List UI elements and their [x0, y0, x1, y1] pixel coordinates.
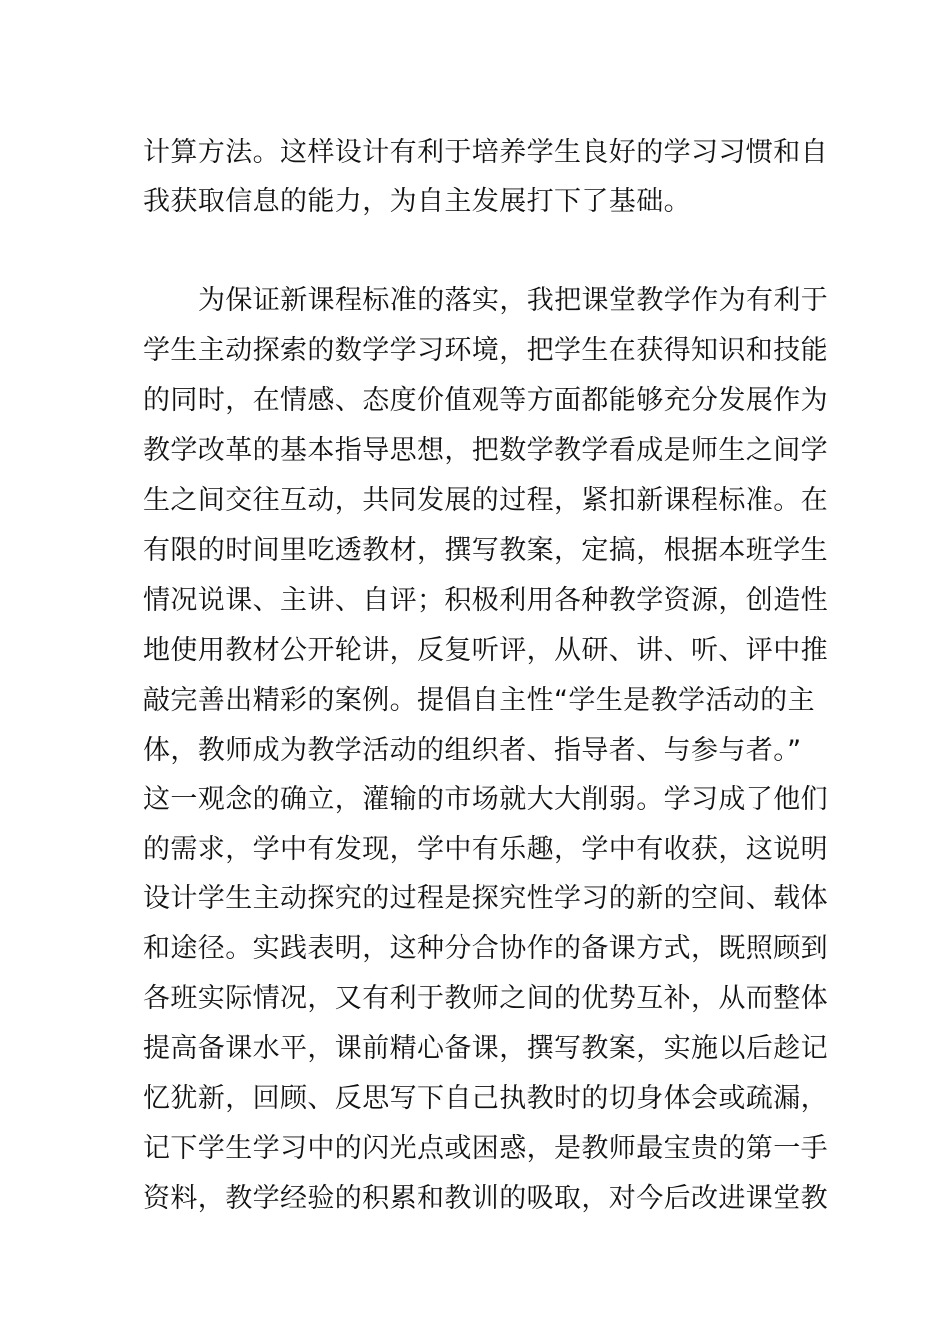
paragraph-2-line-15: 各班实际情况，又有利于教师之间的优势互补，从而整体	[143, 983, 828, 1014]
paragraph-2-line-1: 为保证新课程标准的落实，我把课堂教学作为有利于	[198, 285, 829, 316]
paragraph-2-line-13: 设计学生主动探究的过程是探究性学习的新的空间、载体	[143, 883, 828, 914]
paragraph-2-line-4: 教学改革的基本指导思想，把数学教学看成是师生之间学	[143, 435, 828, 466]
paragraph-2-line-12: 的需求，学中有发现，学中有乐趣，学中有收获，这说明	[143, 834, 828, 865]
paragraph-2-line-19: 资料，教学经验的积累和教训的吸取，对今后改进课堂教	[143, 1183, 828, 1214]
paragraph-2-line-14: 和途径。实践表明，这种分合协作的备课方式，既照顾到	[143, 933, 828, 964]
paragraph-2-line-3: 的同时，在情感、态度价值观等方面都能够充分发展作为	[143, 385, 828, 416]
paragraph-2-line-5: 生之间交往互动，共同发展的过程，紧扣新课程标准。在	[143, 485, 828, 516]
paragraph-2-line-8: 地使用教材公开轮讲，反复听评，从研、讲、听、评中推	[143, 635, 828, 666]
paragraph-2-line-7: 情况说课、主讲、自评；积极利用各种教学资源，创造性	[143, 585, 828, 616]
paragraph-2-line-18: 记下学生学习中的闪光点或困惑，是教师最宝贵的第一手	[143, 1133, 828, 1164]
paragraph-1-line-1: 计算方法。这样设计有利于培养学生良好的学习习惯和自	[143, 137, 828, 168]
paragraph-2-line-11: 这一观念的确立，灌输的市场就大大削弱。学习成了他们	[143, 784, 828, 815]
paragraph-2-line-6: 有限的时间里吃透教材，撰写教案，定搞，根据本班学生	[143, 535, 828, 566]
paragraph-1-line-2: 我获取信息的能力，为自主发展打下了基础。	[143, 186, 691, 217]
paragraph-2-line-16: 提高备课水平，课前精心备课，撰写教案，实施以后趁记	[143, 1033, 828, 1064]
paragraph-2-line-9: 敲完善出精彩的案例。提倡自主性“学生是教学活动的主	[143, 685, 815, 716]
paragraph-2-line-10: 体，教师成为教学活动的组织者、指导者、与参与者。”	[143, 735, 802, 766]
paragraph-2-line-17: 忆犹新，回顾、反思写下自己执教时的切身体会或疏漏，	[143, 1083, 828, 1114]
paragraph-2-line-2: 学生主动探索的数学学习环境，把学生在获得知识和技能	[143, 335, 828, 366]
